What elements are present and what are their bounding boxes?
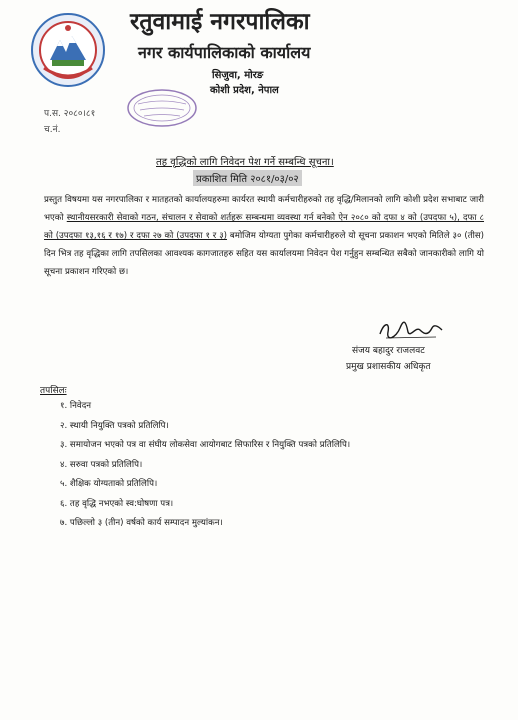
signature-icon [376,318,446,342]
notice-subject: तह वृद्धिको लागि निवेदन पेश गर्ने सम्बन्धि सूचना। [156,157,334,168]
office-name: नगर कार्यपालिकाको कार्यालय [138,43,311,62]
signatory-title: प्रमुख प्रशासकीय अधिकृत [346,362,431,372]
signatory-name: संजय बहादुर राजलवट [352,346,425,356]
office-stamp-icon [126,88,198,128]
nepal-emblem-icon [30,12,106,88]
notice-body [44,191,484,281]
office-province: कोशी प्रदेश, नेपाल [210,85,279,96]
list-item: ४. सरुवा पत्रको प्रतिलिपि। [60,459,143,470]
body-underlined-act: स्थानीयसरकारी सेवाको गठन, संचालन र सेवाको शर्तहरू सम्बन्धमा व्यवस्था गर्न बनेको ऐन २०८० को दफा ४ को (उपदफा ५), दफा ८ को (उपदफा १३,१६ र १७) र दफा २७ को (उपदफा १ र ३) [44,213,485,241]
list-item: ७. पछिल्लो ३ (तीन) वर्षको कार्य सम्पादन मुल्यांकन। [60,518,223,528]
attachments-list [60,397,350,534]
body-text-1: प्रस्तुत विषयमा यस नगरपालिका र मातहतको कार्यालयहरुमा कार्यरत स्थायी कर्मचारीहरुको तह वृद्धि/मिलानको लागि कोशी प्रदेश सभाबाट जारी भएको [44,195,484,223]
list-item: ५. शैक्षिक योग्यताको प्रतिलिपि। [60,479,158,489]
fiscal-year: प.स. २०८०।८१ [44,109,96,119]
attachments-heading: तपसिलः [40,386,67,396]
list-item: ३. समायोजन भएको पत्र वा संघीय लोकसेवा आयोगबाट सिफारिस र नियुक्ति पत्रको प्रतिलिपि। [60,440,351,450]
list-item: ६. तह वृद्धि नभएको स्व:घोषणा पत्र। [60,498,174,509]
body-text-2: बमोजिम योग्यता पुगेका कर्मचारीहरुले यो सूचना प्रकाशन भएको मितिले ३० (तीस) दिन भित्र तह वृद्धिका लागि तपसिलका आवश्यक कागजातहरु सहित यस कार्यालयमा निवेदन पेश गर्नुहुन सम्बन्धित सबैको जानकारीको लागि यो सूचना प्रकाशन गरिएको छ। [44,231,484,277]
list-item: २. स्थायी नियुक्ति पत्रको प्रतिलिपि। [60,420,169,431]
dispatch-number: च.नं. [44,125,61,135]
office-address: सिजुवा, मोरङ [212,70,264,81]
published-date: प्रकाशित मिति २०८१/०३/०२ [193,170,302,186]
municipality-name: रतुवामाई नगरपालिका [130,9,310,35]
list-item: १. निवेदन [60,401,92,411]
